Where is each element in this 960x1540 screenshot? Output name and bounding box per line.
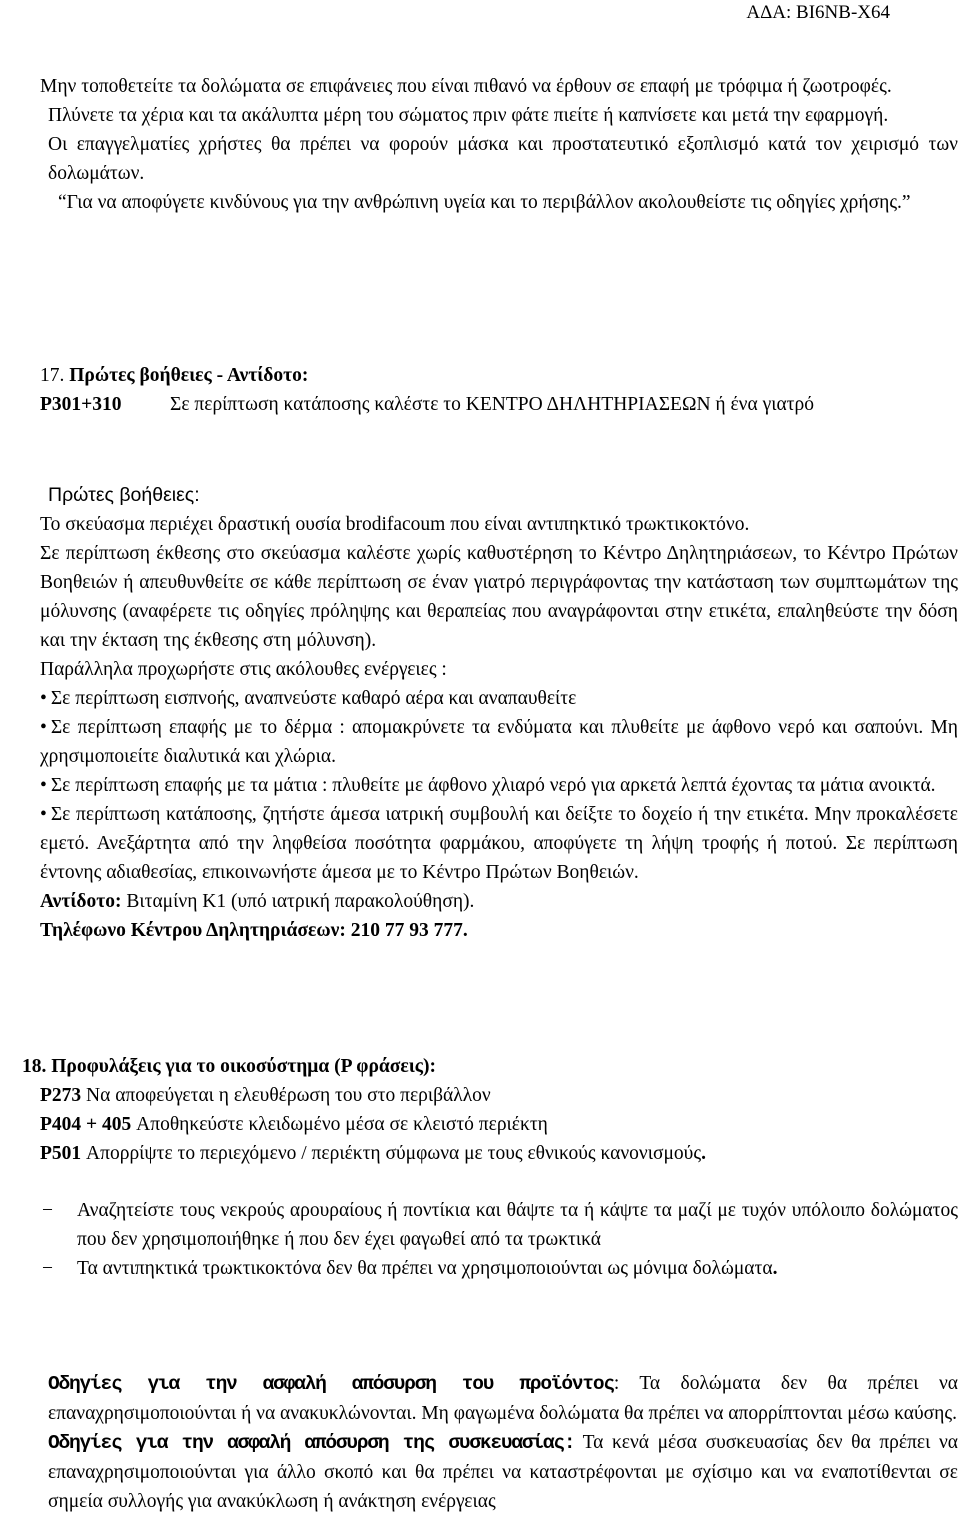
bullet-glyph: • xyxy=(40,688,47,709)
package-disposal-text: Τα κενά μέσα συσκευασίας δεν θα πρέπει να επαναχρησιμοποιούνται για άλλο σκοπό και θα πρέπει να καταστρέφονται με σχίσιμο και να εναποτίθενται σε σημεία συλλογής για ανακύκλωση ή ανάκτηση ενέργειας xyxy=(48,1432,958,1512)
first-aid-paragraph-2: Σε περίπτωση έκθεσης στο σκεύασμα καλέστε χωρίς καθυστέρηση το Κέντρο Δηλητηριάσεων, το Κέντρο Πρώτων Βοηθειών ή απευθυνθείτε σε κάθε περίπτωση σε έναν γιατρό περιγράφοντας την κατάσταση των συμπτωμάτων της μόλυνσης (αναφέρετε τις οδηγίες πρόληψης και θεραπείας που αναγράφονται στην ετικέτα, επαληθεύστε την δόση και την έκταση της έκθεσης στη μόλυνση). xyxy=(40,543,958,651)
bullet-text: Σε περίπτωση κατάποσης, ζητήστε άμεσα ιατρική συμβουλή και δείξτε το δοχείο ή την ετικέτα. Μην προκαλέσετε εμετό. Ανεξάρτητα από την ληφθείσα ποσότητα φαρμάκου, αποφύγετε τη λήψη τροφής ή ποτού. Σε περίπτωση έντονης αδιαθεσίας, επικοινωνήστε άμεσα με το Κέντρο Πρώτων Βοηθειών. xyxy=(40,804,958,883)
dash-item-end: . xyxy=(772,1258,778,1279)
first-aid-label: Πρώτες βοήθειες: xyxy=(48,484,200,506)
package-disposal-paragraph xyxy=(48,1428,958,1516)
intro-paragraph-3: Οι επαγγελματίες χρήστες θα πρέπει να φορούν μάσκα και προστατευτικό εξοπλισμό κατά τον χειρισμό των δολωμάτων. xyxy=(48,134,958,184)
section-17 xyxy=(40,361,958,419)
first-aid-section xyxy=(40,481,958,945)
bullet-text: Σε περίπτωση επαφής με το δέρμα : απομακρύνετε τα ενδύματα και πλυθείτε με άφθονο νερό και σαπούνι. Μη χρησιμοποιείτε διαλυτικά και χλώρια. xyxy=(40,717,958,767)
dash-list-item xyxy=(42,1196,958,1254)
p-phrase-text: Αποθηκεύστε κλειδωμένο μέσα σε κλειστό περιέκτη xyxy=(131,1114,548,1135)
p-phrase-text: Να αποφεύγεται η ελευθέρωση του στο περιβάλλον xyxy=(81,1085,491,1106)
section-17-heading xyxy=(40,361,958,390)
package-disposal-label: Οδηγίες για την ασφαλή απόσυρση της συσκευασίας: xyxy=(48,1432,575,1454)
intro-paragraph-1: Μην τοποθετείτε τα δολώματα σε επιφάνειες που είναι πιθανό να έρθουν σε επαφή με τρόφιμα ή ζωοτροφές. xyxy=(40,76,892,97)
dash-glyph: − xyxy=(42,1200,53,1221)
section-18-heading xyxy=(22,1052,958,1081)
bullet-text: Σε περίπτωση επαφής με τα μάτια : πλυθείτε με άφθονο χλιαρό νερό για αρκετά λεπτά έχοντας τα μάτια ανοικτά. xyxy=(50,775,936,796)
p-phrase-end: . xyxy=(701,1143,706,1164)
p301-310-text: Σε περίπτωση κατάποσης καλέστε το ΚΕΝΤΡΟ ΔΗΛΗΤΗΡΙΑΣΕΩΝ ή ένα γιατρό xyxy=(170,394,814,415)
section-17-title: Πρώτες βοήθειες - Αντίδοτο: xyxy=(69,365,309,386)
p-phrase-item xyxy=(40,1081,958,1110)
first-aid-paragraph-3: Παράλληλα προχωρήστε στις ακόλουθες ενέργειες : xyxy=(40,659,447,680)
p-phrase-code: P501 xyxy=(40,1143,82,1164)
dash-item-text: Αναζητείστε τους νεκρούς αρουραίους ή ποντίκια και θάψτε τα ή κάψτε τα μαζί με τυχόν υπόλοιπο δολώματος που δεν χρησιμοποιήθηκε ή που δεν έχει φαγωθεί από τα τρωκτικά xyxy=(77,1200,958,1250)
ecosystem-dash-list xyxy=(42,1196,958,1283)
dash-list-item xyxy=(42,1254,958,1283)
section-18-title: Προφυλάξεις για το οικοσύστημα (Ρ φράσεις): xyxy=(51,1056,436,1077)
poison-center-phone: Τηλέφωνο Κέντρου Δηλητηριάσεων: 210 77 93 777. xyxy=(40,920,468,941)
intro-paragraph-4: “Για να αποφύγετε κινδύνους για την ανθρώπινη υγεία και το περιβάλλον ακολουθείστε τις οδηγίες χρήσης.” xyxy=(58,192,911,213)
p-phrases-list xyxy=(22,1081,958,1168)
section-17-number: 17. xyxy=(40,365,65,386)
section-18-number: 18. xyxy=(22,1056,47,1077)
bullet-text: Σε περίπτωση εισπνοής, αναπνεύστε καθαρό αέρα και αναπαυθείτε xyxy=(50,688,577,709)
section-18 xyxy=(22,1052,958,1168)
p-phrase-item xyxy=(40,1139,958,1168)
product-disposal-text: : Τα δολώματα δεν θα πρέπει να επαναχρησιμοποιούνται ή να ανακυκλώνονται. Μη φαγωμένα δολώματα θα πρέπει να απορρίπτονται μέσω καύσης. xyxy=(48,1373,958,1424)
dash-item-text: Τα αντιπηκτικά τρωκτικοκτόνα δεν θα πρέπει να χρησιμοποιούνται ως μόνιμα δολώματα xyxy=(77,1258,773,1279)
first-aid-bullet xyxy=(40,800,958,887)
p301-310-code: P301+310 xyxy=(40,394,122,415)
antidote-label: Αντίδοτο: xyxy=(40,891,122,912)
p-phrase-text: Απορρίψτε το περιεχόμενο / περιέκτη σύμφωνα με τους εθνικούς κανονισμούς xyxy=(81,1143,702,1164)
disposal-section xyxy=(48,1369,958,1516)
p-phrase-item xyxy=(40,1110,958,1139)
bullet-glyph: • xyxy=(40,804,47,825)
first-aid-bullet xyxy=(40,771,958,800)
first-aid-paragraph-1: Το σκεύασμα περιέχει δραστική ουσία brodifacoum που είναι αντιπηκτικό τρωκτικοκτόνο. xyxy=(40,514,750,535)
dash-glyph: − xyxy=(42,1258,53,1279)
first-aid-bullet xyxy=(40,713,958,771)
antidote-line xyxy=(40,887,958,916)
product-disposal-label: Οδηγίες για την ασφαλή απόσυρση του προϊόντος xyxy=(48,1373,614,1395)
antidote-text: Βιταμίνη Κ1 (υπό ιατρική παρακολούθηση). xyxy=(126,891,475,912)
p-phrase-code: P404 + 405 xyxy=(40,1114,132,1135)
bullet-glyph: • xyxy=(40,717,47,738)
p-phrase-code: P273 xyxy=(40,1085,82,1106)
intro-section xyxy=(40,72,958,217)
ada-header: ΑΔΑ: ΒΙ6ΝΒ-Χ64 xyxy=(746,2,890,23)
p301-310-line xyxy=(40,390,958,419)
first-aid-bullet xyxy=(40,684,958,713)
product-disposal-paragraph xyxy=(48,1369,958,1428)
intro-paragraph-2: Πλύνετε τα χέρια και τα ακάλυπτα μέρη του σώματος πριν φάτε πιείτε ή καπνίσετε και μετά την εφαρμογή. xyxy=(48,105,889,126)
bullet-glyph: • xyxy=(40,775,47,796)
